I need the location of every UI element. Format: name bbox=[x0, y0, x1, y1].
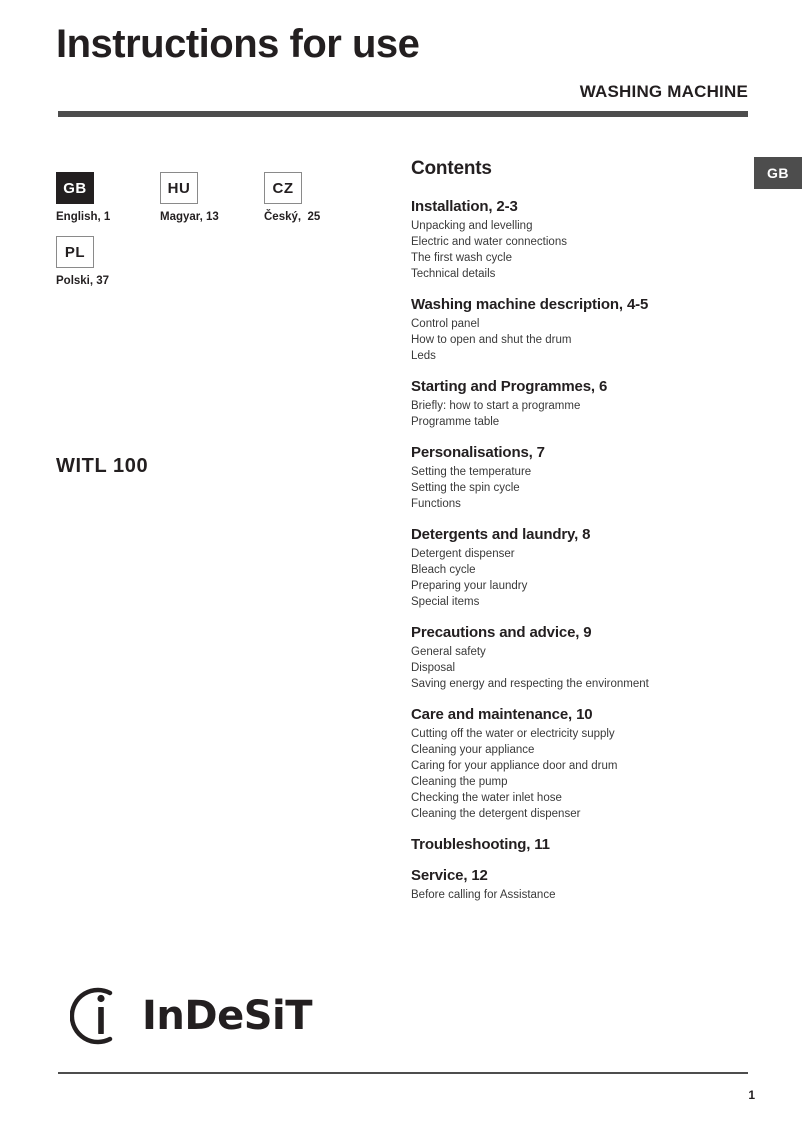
indesit-circle-i-icon bbox=[70, 985, 132, 1047]
toc-item[interactable]: Briefly: how to start a programme bbox=[411, 400, 581, 412]
toc-section-heading[interactable]: Starting and Programmes, 6 bbox=[411, 378, 608, 395]
toc-item[interactable]: Leds bbox=[411, 350, 436, 362]
language-badge-cz[interactable]: CZ bbox=[264, 172, 302, 204]
brand-logo bbox=[70, 985, 312, 1047]
toc-item[interactable]: Setting the temperature bbox=[411, 466, 532, 478]
toc-section bbox=[411, 836, 761, 853]
toc-section bbox=[411, 444, 761, 512]
toc-section bbox=[411, 296, 761, 364]
toc-item[interactable]: Saving energy and respecting the environment bbox=[411, 678, 649, 690]
language-row-2 bbox=[56, 236, 386, 287]
toc-item[interactable]: Electric and water connections bbox=[411, 236, 567, 248]
toc-item[interactable]: Control panel bbox=[411, 318, 480, 330]
toc-item[interactable]: How to open and shut the drum bbox=[411, 334, 572, 346]
language-caption-gb: English, 1 bbox=[56, 211, 111, 223]
language-selector bbox=[56, 172, 386, 287]
toc-item[interactable]: General safety bbox=[411, 646, 486, 658]
toc-section-heading[interactable]: Washing machine description, 4-5 bbox=[411, 296, 649, 313]
toc-item[interactable]: Cleaning your appliance bbox=[411, 744, 535, 756]
toc-item[interactable]: Checking the water inlet hose bbox=[411, 792, 562, 804]
toc-section bbox=[411, 867, 761, 903]
language-badge-gb[interactable]: GB bbox=[56, 172, 94, 204]
toc-item[interactable]: Unpacking and levelling bbox=[411, 220, 533, 232]
language-item-gb[interactable] bbox=[56, 172, 160, 223]
language-item-pl[interactable] bbox=[56, 236, 160, 287]
margin-language-tab-gb: GB bbox=[754, 157, 802, 189]
toc-section-heading[interactable]: Installation, 2-3 bbox=[411, 198, 518, 215]
toc-item[interactable]: Cleaning the detergent dispenser bbox=[411, 808, 581, 820]
toc-section-heading[interactable]: Care and maintenance, 10 bbox=[411, 706, 593, 723]
toc-section-heading[interactable]: Detergents and laundry, 8 bbox=[411, 526, 591, 543]
toc-section bbox=[411, 378, 761, 430]
toc-item[interactable]: Bleach cycle bbox=[411, 564, 476, 576]
toc-item[interactable]: Disposal bbox=[411, 662, 456, 674]
toc-section bbox=[411, 706, 761, 822]
header-divider bbox=[58, 111, 748, 117]
language-badge-hu[interactable]: HU bbox=[160, 172, 198, 204]
page-number: 1 bbox=[748, 1088, 755, 1102]
toc-item[interactable]: Cleaning the pump bbox=[411, 776, 508, 788]
toc-item[interactable]: Before calling for Assistance bbox=[411, 889, 556, 901]
footer-divider bbox=[58, 1072, 748, 1074]
toc-section bbox=[411, 624, 761, 692]
brand-wordmark: InDeSiT bbox=[142, 993, 312, 1039]
language-item-cz[interactable] bbox=[264, 172, 368, 223]
toc-item[interactable]: Special items bbox=[411, 596, 480, 608]
language-caption-pl: Polski, 37 bbox=[56, 275, 110, 287]
toc-item[interactable]: Caring for your appliance door and drum bbox=[411, 760, 618, 772]
toc-section bbox=[411, 526, 761, 610]
language-item-hu[interactable] bbox=[160, 172, 264, 223]
toc-item[interactable]: Programme table bbox=[411, 416, 500, 428]
language-caption-cz: Český, 25 bbox=[264, 211, 321, 223]
toc-section-heading[interactable]: Troubleshooting, 11 bbox=[411, 836, 550, 853]
contents-title: Contents bbox=[411, 158, 492, 179]
toc-item[interactable]: The first wash cycle bbox=[411, 252, 512, 264]
toc-section bbox=[411, 198, 761, 282]
toc-item[interactable]: Technical details bbox=[411, 268, 496, 280]
table-of-contents bbox=[411, 158, 761, 917]
toc-item[interactable]: Detergent dispenser bbox=[411, 548, 515, 560]
toc-item[interactable]: Functions bbox=[411, 498, 461, 510]
toc-section-heading[interactable]: Personalisations, 7 bbox=[411, 444, 545, 461]
model-name: WITL 100 bbox=[56, 455, 149, 477]
language-caption-hu: Magyar, 13 bbox=[160, 211, 219, 223]
toc-section-heading[interactable]: Precautions and advice, 9 bbox=[411, 624, 592, 641]
appliance-type-label: WASHING MACHINE bbox=[579, 82, 748, 101]
toc-item[interactable]: Preparing your laundry bbox=[411, 580, 528, 592]
language-row-1 bbox=[56, 172, 386, 223]
toc-item[interactable]: Setting the spin cycle bbox=[411, 482, 520, 494]
page-title: Instructions for use bbox=[56, 22, 420, 66]
toc-section-heading[interactable]: Service, 12 bbox=[411, 867, 488, 884]
toc-item[interactable]: Cutting off the water or electricity supply bbox=[411, 728, 615, 740]
contents-sections bbox=[411, 198, 761, 903]
language-badge-pl[interactable]: PL bbox=[56, 236, 94, 268]
